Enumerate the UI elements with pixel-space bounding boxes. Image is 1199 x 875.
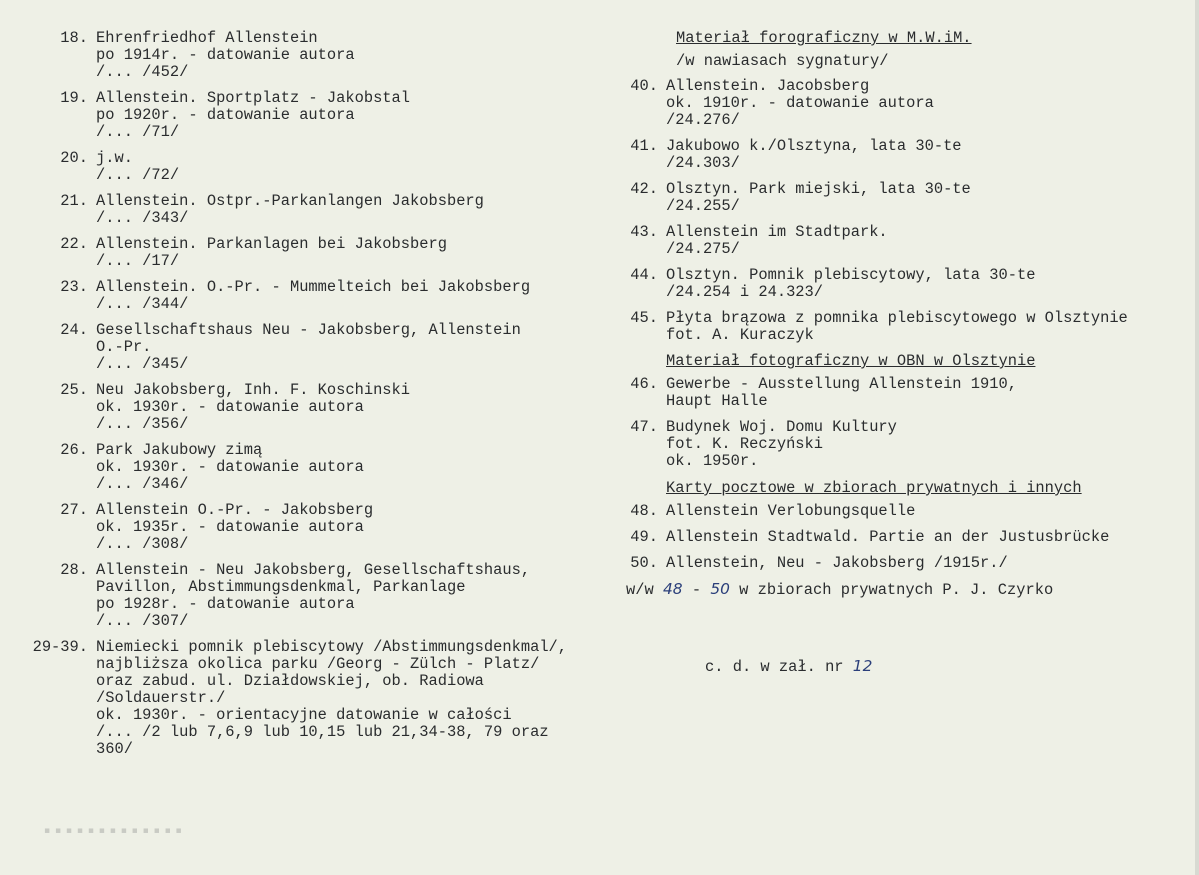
entry-line: Neu Jakobsberg, Inh. F. Koschinski: [96, 381, 411, 399]
entry-text: [96, 639, 614, 758]
entry-text: [96, 442, 614, 493]
entry-item: [616, 529, 1196, 546]
entry-line: /Soldauerstr./: [96, 689, 226, 707]
entry-text: [666, 555, 1196, 572]
entry-line: /24.275/: [666, 240, 740, 258]
entry-item: [616, 555, 1196, 572]
entry-line: po 1928r. - datowanie autora: [96, 595, 355, 613]
continuation-note: [705, 657, 872, 676]
entry-text: [96, 150, 614, 184]
entry-text: [666, 503, 1196, 520]
entry-line: Olsztyn. Park miejski, lata 30-te: [666, 180, 971, 198]
entry-line: ok. 1930r. - orientacyjne datowanie w całości: [96, 706, 512, 724]
entry-line: Gesellschaftshaus Neu - Jakobsberg, Allenstein: [96, 321, 521, 339]
entry-line: fot. K. Reczyński: [666, 435, 824, 453]
entry-text: [666, 267, 1196, 301]
entry-text: [96, 322, 614, 373]
entry-line: Allenstein, Neu - Jakobsberg /1915r./: [666, 554, 1008, 572]
entry-line: Park Jakubowy zimą: [96, 441, 263, 459]
entry-text: [96, 193, 614, 227]
entry-item: [616, 181, 1196, 215]
entry-line: Allenstein - Neu Jakobsberg, Gesellschaftshaus,: [96, 561, 531, 579]
entry-number: 49.: [630, 528, 658, 546]
entry-text: [96, 502, 614, 553]
entry-number: 40.: [630, 77, 658, 95]
entry-text: [96, 90, 614, 141]
entry-line: Allenstein. Jacobsberg: [666, 77, 870, 95]
entry-line: /... /308/: [96, 535, 189, 553]
entry-text: [96, 30, 614, 81]
entry-number: 44.: [630, 266, 658, 284]
entry-line: /... /71/: [96, 123, 180, 141]
entry-item: [616, 503, 1196, 520]
entry-line: /... /344/: [96, 295, 189, 313]
entry-item: [14, 562, 614, 630]
heading-obn: Materiał fotograficzny w OBN w Olsztynie: [666, 352, 1036, 370]
entry-line: /... /452/: [96, 63, 189, 81]
entry-line: ok. 1930r. - datowanie autora: [96, 398, 364, 416]
entry-item: [14, 30, 614, 81]
entry-line: po 1920r. - datowanie autora: [96, 106, 355, 124]
entry-number: 25.: [60, 381, 88, 399]
entries-mwim: [616, 78, 1196, 344]
entry-text: [96, 279, 614, 313]
entry-line: Allenstein Stadtwald. Partie an der Justusbrücke: [666, 528, 1110, 546]
entry-line: Allenstein Verlobungsquelle: [666, 502, 916, 520]
entry-item: [14, 382, 614, 433]
entry-line: O.-Pr.: [96, 338, 152, 356]
entry-line: Allenstein. Ostpr.-Parkanlangen Jakobsberg: [96, 192, 484, 210]
left-column: [14, 30, 614, 767]
entry-line: najbliższa okolica parku /Georg - Zülch - Platz/: [96, 655, 540, 673]
entry-number: 23.: [60, 278, 88, 296]
entry-number: 26.: [60, 441, 88, 459]
entry-line: ok. 1910r. - datowanie autora: [666, 94, 934, 112]
entry-number: 47.: [630, 418, 658, 436]
entry-item: [616, 78, 1196, 129]
entry-item: [14, 322, 614, 373]
entry-text: [666, 224, 1196, 258]
entry-text: [96, 382, 614, 433]
entry-line: Ehrenfriedhof Allenstein: [96, 29, 318, 47]
entry-item: [14, 90, 614, 141]
private-collection-note: [626, 581, 1196, 599]
entry-line: po 1914r. - datowanie autora: [96, 46, 355, 64]
entry-number: 46.: [630, 375, 658, 393]
entry-line: Allenstein im Stadtpark.: [666, 223, 888, 241]
entry-item: [616, 376, 1196, 410]
note-suffix: w zbiorach prywatnych P. J. Czyrko: [739, 581, 1054, 599]
entry-line: ok. 1935r. - datowanie autora: [96, 518, 364, 536]
entry-line: /... /2 lub 7,6,9 lub 10,15 lub 21,34-38, 79 oraz: [96, 723, 549, 741]
entry-line: ok. 1930r. - datowanie autora: [96, 458, 364, 476]
entry-line: fot. A. Kuraczyk: [666, 326, 814, 344]
entry-text: [666, 310, 1196, 344]
entry-line: Olsztyn. Pomnik plebiscytowy, lata 30-te: [666, 266, 1036, 284]
heading-mwim: Materiał forograficzny w M.W.iM.: [676, 29, 972, 47]
entry-item: [14, 502, 614, 553]
entry-item: [14, 639, 614, 758]
entry-line: /24.255/: [666, 197, 740, 215]
entry-text: [666, 181, 1196, 215]
entry-line: Allenstein. Parkanlagen bei Jakobsberg: [96, 235, 447, 253]
entry-number: 48.: [630, 502, 658, 520]
entry-line: /24.276/: [666, 111, 740, 129]
entry-number: 28.: [60, 561, 88, 579]
entry-line: Allenstein O.-Pr. - Jakobsberg: [96, 501, 374, 519]
entry-text: [666, 529, 1196, 546]
entry-line: /... /17/: [96, 252, 180, 270]
entry-item: [14, 279, 614, 313]
entry-text: [96, 236, 614, 270]
entry-item: [616, 267, 1196, 301]
entry-text: [666, 419, 1196, 470]
entry-item: [14, 193, 614, 227]
entry-line: Haupt Halle: [666, 392, 768, 410]
entry-number: 18.: [60, 29, 88, 47]
handwritten-48: 48: [662, 580, 683, 598]
entry-number: 19.: [60, 89, 88, 107]
entry-number: 21.: [60, 192, 88, 210]
entry-item: [14, 442, 614, 493]
entry-number: 50.: [630, 554, 658, 572]
handwritten-50: 50: [710, 580, 730, 598]
entry-text: [666, 376, 1196, 410]
entry-line: 360/: [96, 740, 133, 758]
entry-line: Allenstein. Sportplatz - Jakobstal: [96, 89, 411, 107]
entry-line: Płyta brązowa z pomnika plebiscytowego w Olsztynie: [666, 309, 1128, 327]
heading-postcards: Karty pocztowe w zbiorach prywatnych i innych: [666, 479, 1082, 497]
entry-item: [14, 150, 614, 184]
entry-text: [666, 78, 1196, 129]
entry-line: Budynek Woj. Domu Kultury: [666, 418, 897, 436]
entry-line: /... /72/: [96, 166, 180, 184]
faint-stamp-mark: ▪ ▪ ▪ ▪ ▪ ▪ ▪ ▪ ▪ ▪ ▪ ▪ ▪: [44, 826, 183, 836]
entry-line: Pavillon, Abstimmungsdenkmal, Parkanlage: [96, 578, 466, 596]
subheading-signatures: /w nawiasach sygnatury/: [676, 52, 889, 70]
entry-number: 20.: [60, 149, 88, 167]
entry-text: [96, 562, 614, 630]
entry-item: [14, 236, 614, 270]
entry-number: 24.: [60, 321, 88, 339]
entry-number: 42.: [630, 180, 658, 198]
entry-number: 29-39.: [32, 638, 88, 656]
cd-text: c. d. w zał. nr: [705, 658, 844, 676]
entry-line: j.w.: [96, 149, 133, 167]
entries-postcards: [616, 503, 1196, 572]
entry-item: [616, 138, 1196, 172]
note-prefix: w/w: [626, 581, 654, 599]
entry-line: Allenstein. O.-Pr. - Mummelteich bei Jakobsberg: [96, 278, 531, 296]
entry-line: Gewerbe - Ausstellung Allenstein 1910,: [666, 375, 1017, 393]
handwritten-12: 12: [852, 657, 873, 675]
entry-line: Niemiecki pomnik plebiscytowy /Abstimmungsdenkmal/,: [96, 638, 568, 656]
entry-item: [616, 419, 1196, 470]
note-dash: -: [691, 581, 702, 599]
entry-line: /... /346/: [96, 475, 189, 493]
entry-line: /... /345/: [96, 355, 189, 373]
entry-line: oraz zabud. ul. Działdowskiej, ob. Radiowa: [96, 672, 484, 690]
entry-line: Jakubowo k./Olsztyna, lata 30-te: [666, 137, 962, 155]
entry-number: 27.: [60, 501, 88, 519]
entry-line: ok. 1950r.: [666, 452, 759, 470]
entry-line: /... /356/: [96, 415, 189, 433]
entry-item: [616, 310, 1196, 344]
entry-number: 45.: [630, 309, 658, 327]
entry-number: 41.: [630, 137, 658, 155]
entry-line: /24.303/: [666, 154, 740, 172]
entry-text: [666, 138, 1196, 172]
right-column: [616, 30, 1196, 599]
entries-obn: [616, 376, 1196, 470]
entry-line: /24.254 i 24.323/: [666, 283, 824, 301]
entry-item: [616, 224, 1196, 258]
entry-line: /... /343/: [96, 209, 189, 227]
entry-number: 43.: [630, 223, 658, 241]
entry-number: 22.: [60, 235, 88, 253]
entry-line: /... /307/: [96, 612, 189, 630]
